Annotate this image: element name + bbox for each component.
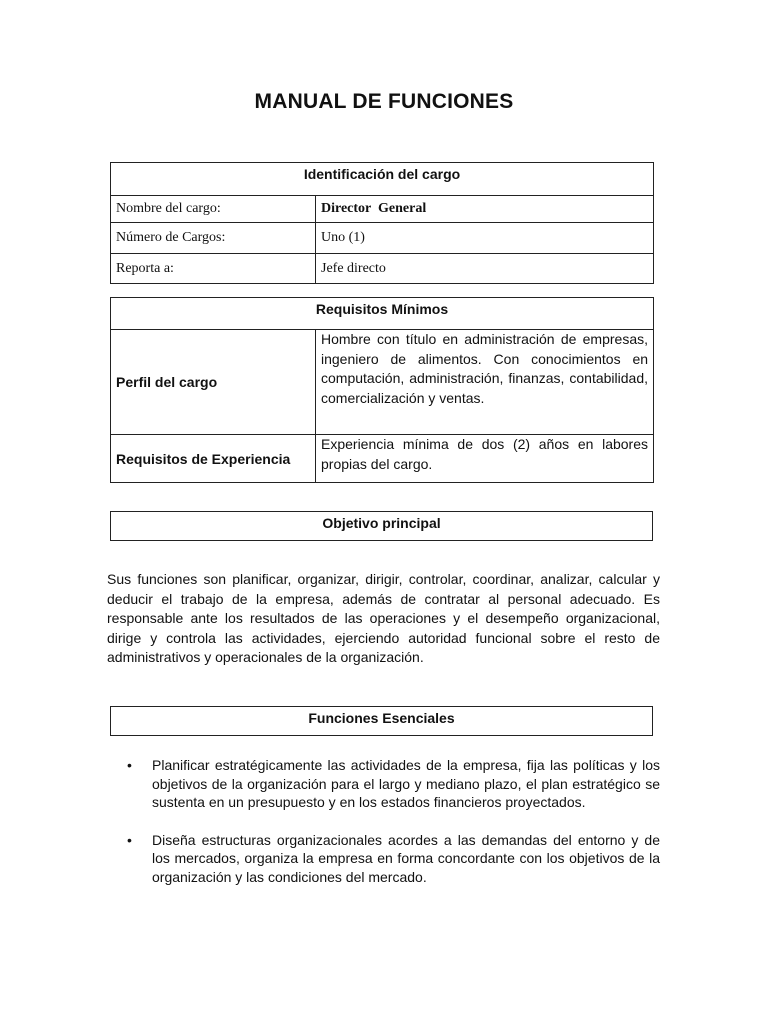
list-item (107, 756, 660, 812)
funciones-header: Funciones Esenciales (308, 710, 455, 726)
bullet-icon: • (127, 831, 132, 848)
row-value: Uno (1) (316, 223, 654, 254)
table-row (111, 196, 654, 223)
table-row (111, 330, 654, 435)
objetivo-paragraph: Sus funciones son planificar, organizar, dirigir, controlar, coordinar, analizar, calcular y deducir el trabajo de la empresa, además de contratar al personal adecuado. Es responsable ante los resultados de las operaciones y el desempeño organizacional, dirige y controla las actividades, ejerciendo autoridad funcional sobre el resto de administrativos y operacionales de la organización. (107, 571, 660, 665)
table-row (111, 254, 654, 284)
table-row (111, 435, 654, 483)
row-value: Jefe directo (316, 254, 654, 284)
list-item-text: Diseña estructuras organizacionales acordes a las demandas del entorno y de los mercados, organiza la empresa en forma concordante con los objetivos de la organización y las condiciones del mercado. (152, 831, 660, 885)
row-label: Número de Cargos: (111, 223, 316, 254)
identificacion-table (110, 162, 654, 284)
bullet-icon: • (127, 757, 132, 773)
row-value: Director General (316, 196, 654, 223)
row-label: Requisitos de Experiencia (111, 435, 316, 483)
list-item (107, 831, 660, 887)
row-label: Nombre del cargo: (111, 196, 316, 223)
identificacion-header: Identificación del cargo (111, 163, 654, 196)
requisitos-table (110, 297, 654, 483)
funciones-header-box (110, 706, 653, 736)
row-value: Hombre con título en administración de empresas, ingeniero de alimentos. Con conocimientos en computación, administración, finanzas, contabilidad, comercialización y ventas. (316, 330, 654, 435)
funciones-list (107, 756, 660, 886)
row-label: Perfil del cargo (111, 330, 316, 435)
row-label: Reporta a: (111, 254, 316, 284)
requisitos-header: Requisitos Mínimos (111, 298, 654, 330)
document-title: MANUAL DE FUNCIONES (254, 90, 514, 113)
objetivo-header: Objetivo principal (322, 515, 441, 531)
objetivo-header-box (110, 511, 653, 541)
table-row (111, 223, 654, 254)
row-value: Experiencia mínima de dos (2) años en labores propias del cargo. (316, 435, 654, 483)
list-item-text: Planificar estratégicamente las actividades de la empresa, fija las políticas y los objetivos de la organización para el largo y mediano plazo, el plan estratégico se sustenta en un presupuesto y en los estados financieros proyectados. (152, 757, 660, 810)
